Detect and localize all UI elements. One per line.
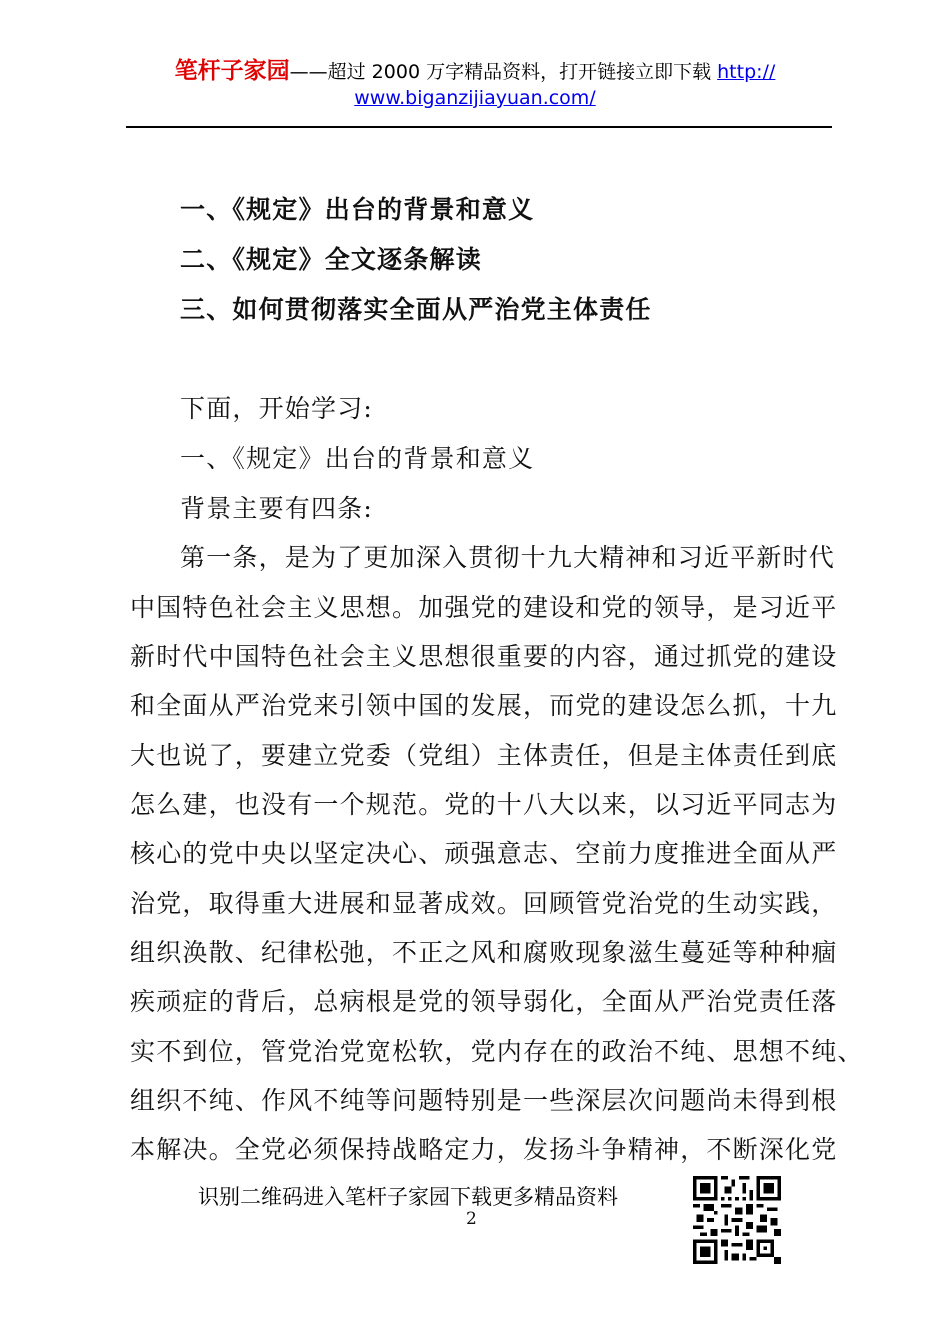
toc-item-3: 三、如何贯彻落实全面从严治党主体责任 (180, 295, 652, 324)
header-link-part2[interactable]: www.biganzijiayuan.com/ (354, 87, 596, 109)
section-heading: 一、《规定》出台的背景和意义 (180, 444, 535, 473)
page-header (0, 58, 950, 111)
para-line: 实不到位，管党治党宽松软，党内存在的政治不纯、思想不纯、 (130, 1037, 864, 1066)
page-number: 2 (466, 1209, 477, 1229)
para-line: 组织涣散、纪律松弛，不正之风和腐败现象滋生蔓延等种种痼 (130, 938, 838, 967)
para-line: 组织不纯、作风不纯等问题特别是一些深层次问题尚未得到根 (130, 1086, 838, 1115)
para-line: 第一条，是为了更加深入贯彻十九大精神和习近平新时代 (180, 543, 836, 572)
sub-heading: 背景主要有四条: (180, 494, 374, 523)
intro-text: 下面，开始学习: (180, 394, 374, 423)
para-line: 怎么建，也没有一个规范。党的十八大以来，以习近平同志为 (130, 790, 838, 819)
toc-item-1: 一、《规定》出台的背景和意义 (180, 195, 535, 224)
para-line: 治党，取得重大进展和显著成效。回顾管党治党的生动实践， (130, 889, 838, 918)
header-tagline: ——超过 2000 万字精品资料，打开链接立即下载 (289, 61, 718, 83)
para-line: 新时代中国特色社会主义思想很重要的内容，通过抓党的建设 (130, 642, 838, 671)
footer-text: 识别二维码进入笔杆子家园下载更多精品资料 (198, 1185, 618, 1209)
para-line: 大也说了，要建立党委（党组）主体责任，但是主体责任到底 (130, 741, 838, 770)
header-link-part1[interactable]: http:// (717, 61, 776, 83)
para-line: 中国特色社会主义思想。加强党的建设和党的领导，是习近平 (130, 593, 838, 622)
qr-code-icon[interactable] (693, 1176, 781, 1264)
para-line: 核心的党中央以坚定决心、顽强意志、空前力度推进全面从严 (130, 839, 838, 868)
toc-item-2: 二、《规定》全文逐条解读 (180, 245, 482, 274)
brand-name: 笔杆子家园 (174, 58, 290, 84)
para-line: 和全面从严治党来引领中国的发展，而党的建设怎么抓，十九 (130, 691, 838, 720)
para-line: 疾顽症的背后，总病根是党的领导弱化，全面从严治党责任落 (130, 987, 838, 1016)
para-line: 本解决。全党必须保持战略定力，发扬斗争精神，不断深化党 (130, 1135, 838, 1164)
header-divider (126, 126, 832, 128)
